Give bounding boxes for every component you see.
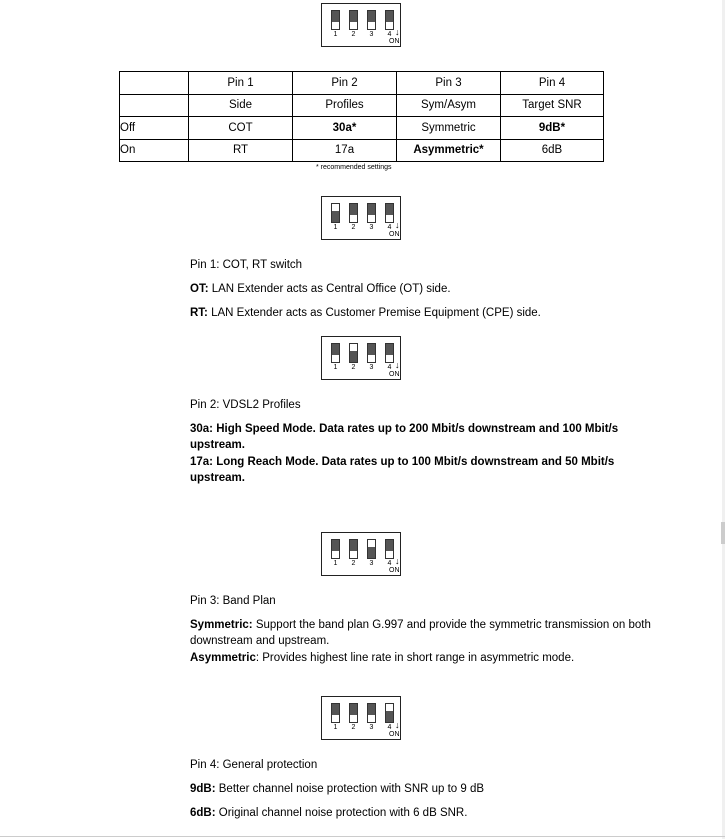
switch-lever	[332, 344, 339, 355]
table-row	[120, 117, 604, 140]
switch-number: 1	[333, 31, 338, 38]
arrow-down-icon: ↓	[395, 360, 400, 370]
dip-switch-diagram	[321, 696, 401, 740]
pin1-rt-line	[190, 305, 660, 321]
on-label: ON	[389, 231, 400, 238]
9db-term: 9dB:	[190, 783, 216, 795]
dip-switch-1	[331, 539, 340, 559]
table-header-cell: Pin 2	[293, 72, 397, 95]
switch-number: 4	[387, 560, 392, 567]
table-header-cell: Sym/Asym	[397, 94, 501, 117]
dip-switch-4	[385, 539, 394, 559]
table-corner-cell	[120, 72, 189, 95]
dip-switch-1	[331, 343, 340, 363]
switch-lever	[350, 540, 357, 551]
on-label: ON	[389, 731, 400, 738]
switch-lever	[368, 704, 375, 715]
table-header-cell: Side	[189, 94, 293, 117]
dip-switch-2	[349, 703, 358, 723]
symmetric-term: Symmetric:	[190, 619, 253, 631]
rt-text: LAN Extender acts as Customer Premise Equipment (CPE) side.	[207, 307, 541, 319]
dip-switch-diagram	[321, 532, 401, 576]
arrow-down-icon: ↓	[395, 720, 400, 730]
switch-lever	[368, 344, 375, 355]
dip-switch-diagram	[321, 3, 401, 47]
table-cell: 17a	[293, 139, 397, 162]
switch-number: 2	[351, 224, 356, 231]
switch-lever	[386, 204, 393, 215]
switch-number: 4	[387, 224, 392, 231]
pin2-30a-paragraph: 30a: High Speed Mode. Data rates up to 200 Mbit/s downstream and 100 Mbit/s upstream.	[190, 423, 619, 451]
dip-switch-2	[349, 10, 358, 30]
table-header-cell: Pin 4	[501, 72, 604, 95]
table-header-cell: Target SNR	[501, 94, 604, 117]
dip-switch-4	[385, 703, 394, 723]
table-cell: 30a*	[293, 117, 397, 140]
dip-switch-1	[331, 703, 340, 723]
pin3-symmetric-paragraph	[190, 617, 660, 649]
dip-switch-2	[349, 343, 358, 363]
on-label: ON	[389, 567, 400, 574]
switch-lever	[368, 204, 375, 215]
switch-number: 2	[351, 724, 356, 731]
switch-number: 2	[351, 560, 356, 567]
switch-number: 3	[369, 224, 374, 231]
dip-switch-2	[349, 203, 358, 223]
dip-switch-4	[385, 10, 394, 30]
switch-number: 1	[333, 224, 338, 231]
table-header-cell: Profiles	[293, 94, 397, 117]
9db-text: Better channel noise protection with SNR up to 9 dB	[215, 783, 485, 795]
recommended-note: * recommended settings	[316, 164, 392, 171]
6db-term: 6dB:	[190, 807, 216, 819]
table-header-row	[120, 94, 604, 117]
dip-switch-3	[367, 343, 376, 363]
switch-lever	[386, 344, 393, 355]
switch-lever	[332, 704, 339, 715]
pin4-6db-line	[190, 805, 660, 821]
row-label: Off	[120, 117, 189, 140]
switch-lever	[350, 204, 357, 215]
switch-number: 4	[387, 364, 392, 371]
dip-switch-diagram	[321, 336, 401, 380]
dip-switch-1	[331, 203, 340, 223]
switch-number: 3	[369, 724, 374, 731]
switch-number: 1	[333, 560, 338, 567]
pin2-heading: Pin 2: VDSL2 Profiles	[190, 399, 301, 411]
symmetric-text: Support the band plan G.997 and provide the symmetric transmission on both downstream and upstream.	[190, 619, 651, 647]
pin4-9db-line	[190, 781, 660, 797]
switch-lever	[368, 11, 375, 22]
switch-lever	[332, 211, 339, 222]
ot-term: OT:	[190, 283, 209, 295]
dip-switch-4	[385, 203, 394, 223]
table-header-cell: Pin 3	[397, 72, 501, 95]
pin1-heading: Pin 1: COT, RT switch	[190, 259, 303, 271]
table-cell: Asymmetric*	[397, 139, 501, 162]
dip-switch-3	[367, 203, 376, 223]
switch-number: 1	[333, 724, 338, 731]
switch-lever	[368, 547, 375, 558]
switch-lever	[386, 540, 393, 551]
switch-lever	[350, 704, 357, 715]
switch-lever	[332, 11, 339, 22]
switch-lever	[386, 711, 393, 722]
dip-switch-1	[331, 10, 340, 30]
arrow-down-icon: ↓	[395, 220, 400, 230]
pin-settings-table	[119, 71, 604, 162]
dip-switch-3	[367, 539, 376, 559]
row-label: On	[120, 139, 189, 162]
dip-switch-diagram	[321, 196, 401, 240]
asymmetric-term: Asymmetric	[190, 652, 256, 664]
pin2-17a-paragraph: 17a: Long Reach Mode. Data rates up to 100 Mbit/s downstream and 50 Mbit/s upstream.	[190, 456, 615, 484]
on-label: ON	[389, 38, 400, 45]
pin4-heading: Pin 4: General protection	[190, 759, 318, 771]
table-row	[120, 139, 604, 162]
dip-switch-4	[385, 343, 394, 363]
switch-lever	[350, 11, 357, 22]
page-scrollbar-thumb[interactable]	[721, 522, 725, 544]
table-cell: 6dB	[501, 139, 604, 162]
switch-number: 3	[369, 560, 374, 567]
table-corner-cell	[120, 94, 189, 117]
switch-number: 3	[369, 31, 374, 38]
table-header-row	[120, 72, 604, 95]
arrow-down-icon: ↓	[395, 556, 400, 566]
pin3-heading: Pin 3: Band Plan	[190, 595, 276, 607]
rt-term: RT:	[190, 307, 208, 319]
table-cell: Symmetric	[397, 117, 501, 140]
dip-switch-3	[367, 10, 376, 30]
pin1-ot-line	[190, 281, 660, 297]
switch-number: 3	[369, 364, 374, 371]
table-cell: RT	[189, 139, 293, 162]
switch-lever	[386, 11, 393, 22]
asymmetric-text: : Provides highest line rate in short range in asymmetric mode.	[255, 652, 575, 664]
table-header-cell: Pin 1	[189, 72, 293, 95]
dip-switch-3	[367, 703, 376, 723]
dip-switch-2	[349, 539, 358, 559]
table-cell: COT	[189, 117, 293, 140]
ot-text: LAN Extender acts as Central Office (OT) side.	[208, 283, 451, 295]
switch-lever	[350, 351, 357, 362]
switch-number: 1	[333, 364, 338, 371]
switch-number: 2	[351, 364, 356, 371]
on-label: ON	[389, 371, 400, 378]
6db-text: Original channel noise protection with 6 dB SNR.	[215, 807, 468, 819]
table-cell: 9dB*	[501, 117, 604, 140]
switch-lever	[332, 540, 339, 551]
switch-number: 4	[387, 724, 392, 731]
switch-number: 4	[387, 31, 392, 38]
switch-number: 2	[351, 31, 356, 38]
arrow-down-icon: ↓	[395, 27, 400, 37]
pin3-asymmetric-paragraph	[190, 650, 660, 666]
page-bottom-divider	[0, 836, 725, 837]
